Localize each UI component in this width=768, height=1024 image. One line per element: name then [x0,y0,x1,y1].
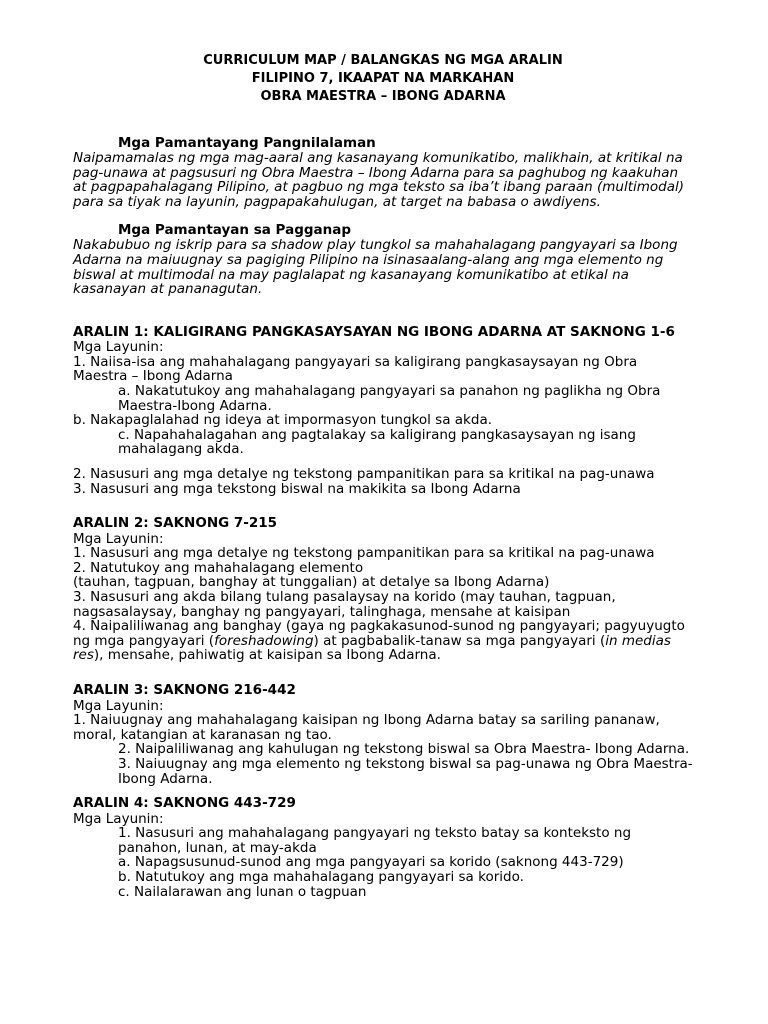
aralin-4-heading: ARALIN 4: SAKNONG 443-729 [73,795,296,812]
aralin-3-objective-2: 2. Naipaliliwanag ang kahulugan ng tekstong biswal sa Obra Maestra- Ibong Adarna. [118,741,690,758]
aralin-4-objective-1: 1. Nasusuri ang mahahalagang pangyayari ng teksto batay sa konteksto ng panahon, lunan, at may-akda [118,825,632,856]
aralin-1-objective-1: 1. Naiisa-isa ang mahahalagang pangyayari sa kaligirang pangkasaysayan ng Obra Maestra – Ibong Adarna [73,353,638,385]
aralin-2-objective-2: 2. Natutukoy ang mahahalagang elemento [73,559,364,576]
aralin-3-objective-1: 1. Naiuugnay ang mahahalagang kaisipan ng Ibong Adarna batay sa sariling pananaw, moral, katangian at karanasan ng tao. [73,712,660,743]
aralin-2-objective-4 [73,619,693,663]
section-aralin-4 [73,796,693,899]
pangnilalaman-heading: Mga Pamantayang Pangnilalaman [118,135,376,151]
objective-4-part-2: ) at pagbabalik-tanaw sa mga pangyayari ( [313,632,606,649]
objective-4-foreshadowing: foreshadowing [214,632,314,649]
section-aralin-2 [73,516,693,663]
pagganap-body: Nakabubuo ng iskrip para sa shadow play tungkol sa mahahalagang pangyayari sa Ibong Adarna na maiuugnay sa pagiging Pilipino na isinasaalang-alang ang mga elemento ng biswal at multimodal na may paglalapat ng kasanayang komunikatibo at etikal na kasanayan at pananagutan. [73,237,678,298]
aralin-2-heading: ARALIN 2: SAKNONG 7-215 [73,515,278,532]
document-page [73,52,693,899]
aralin-1-heading: ARALIN 1: KALIGIRANG PANGKASAYSAYAN NG IBONG ADARNA AT SAKNONG 1-6 [73,323,675,340]
title-line-3: OBRA MAESTRA – IBONG ADARNA [260,89,506,104]
section-aralin-3 [73,683,693,786]
aralin-1-objective-b: b. Nakapaglalahad ng ideya at impormasyon tungkol sa akda. [73,412,493,429]
aralin-4-layunin-label: Mga Layunin: [73,810,164,827]
aralin-3-layunin-label: Mga Layunin: [73,697,164,714]
aralin-1-objective-c: c. Napahahalagahan ang pagtalakay sa kaligirang pangkasaysayan ng isang mahalagang akda. [118,426,636,458]
aralin-1-objective-a: a. Nakatutukoy ang mahahalagang pangyayari sa panahon ng paglikha ng Obra Maestra-Ibong Adarna. [118,383,661,414]
section-pagganap [73,223,693,296]
aralin-2-objective-3: 3. Nasusuri ang akda bilang tulang pasalaysay na korido (may tauhan, tagpuan, nagsasalaysay, banghay ng pangyayari, talinghaga, mensahe at kaisipan [73,589,616,620]
pangnilalaman-body: Naipamamalas ng mga mag-aaral ang kasanayang komunikatibo, malikhain, at kritikal na pag-unawa at pagsusuri ng Obra Maestra – Ibong Adarna para sa paghubog ng kaakuhan at pagpapahalagang Pilipino, at pagbuo ng mga teksto sa iba’t ibang paraan (multimodal) para sa tiyak na layunin, pagpapakahulugan, at target na babasa o awdiyens. [73,150,685,210]
aralin-2-objective-1: 1. Nasusuri ang mga detalye ng tekstong pampanitikan para sa kritikal na pag-unawa [73,545,655,562]
section-aralin-1 [73,325,693,496]
objective-4-in-medias-res: in medias res [73,632,671,664]
aralin-1-objective-2: 2. Nasusuri ang mga detalye ng tekstong pampanitikan para sa kritikal na pag-unawa [73,466,655,482]
objective-4-part-3: ), mensahe, pahiwatig at kaisipan sa Ibong Adarna. [93,647,441,664]
aralin-2-objective-2-detail: (tauhan, tagpuan, banghay at tunggalian) at detalye sa Ibong Adarna) [73,574,550,591]
section-pangnilalaman [73,136,693,209]
title-line-1: CURRICULUM MAP / BALANGKAS NG MGA ARALIN [203,53,563,68]
document-title [73,52,693,106]
aralin-4-objective-a: a. Napagsusunud-sunod ang mga pangyayari sa korido (saknong 443-729) [118,854,624,871]
pagganap-heading: Mga Pamantayan sa Pagganap [118,222,352,239]
aralin-1-layunin-label: Mga Layunin: [73,339,164,356]
aralin-2-layunin-label: Mga Layunin: [73,530,164,547]
aralin-3-objective-3: 3. Naiuugnay ang mga elemento ng tekstong biswal sa pag-unawa ng Obra Maestra- Ibong Adarna. [118,755,693,787]
aralin-1-objective-3: 3. Nasusuri ang mga tekstong biswal na makikita sa Ibong Adarna [73,480,521,497]
objective-4-part-1: 4. Naipaliliwanag ang banghay (gaya ng pagkakasunod-sunod ng pangyayari; pagyuyugto ng mga pangyayari ( [73,618,685,649]
title-line-2: FILIPINO 7, IKAAPAT NA MARKAHAN [251,71,515,86]
aralin-3-heading: ARALIN 3: SAKNONG 216-442 [73,682,296,699]
aralin-4-objective-c: c. Nailalarawan ang lunan o tagpuan [118,883,367,900]
aralin-4-objective-b: b. Natutukoy ang mga mahahalagang pangyayari sa korido. [118,868,524,885]
